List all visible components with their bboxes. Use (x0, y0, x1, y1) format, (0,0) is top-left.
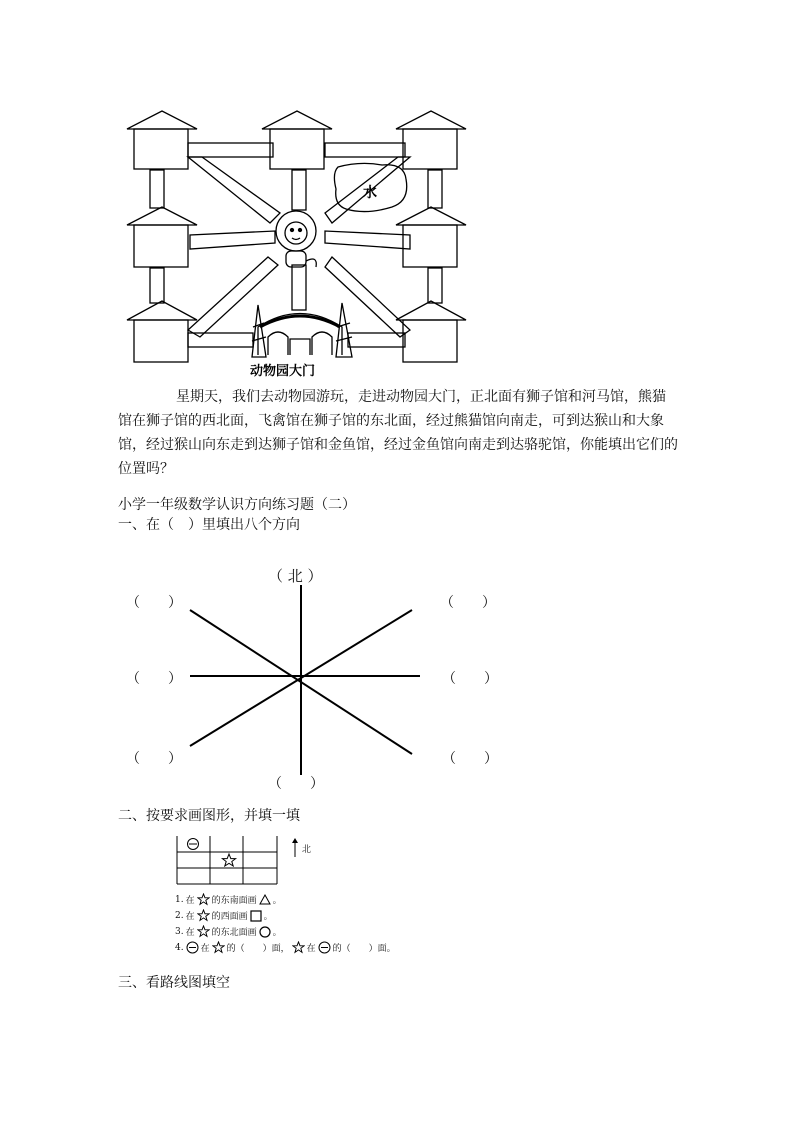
item-3: 3. 在 的东北面画 。 (175, 926, 282, 938)
item-1: 1. 在 的东南面画 。 (175, 894, 282, 906)
blank-nw[interactable]: （ ） (126, 595, 182, 611)
path-left-lower (150, 268, 164, 303)
north-arrow-icon (290, 838, 300, 858)
circle-icon (259, 926, 271, 938)
blank-se[interactable]: （ ） (442, 751, 498, 767)
eight-direction-lines (180, 580, 420, 780)
path-right-lower (428, 268, 442, 303)
house-bottom-left (127, 301, 197, 362)
house-top-left (127, 111, 197, 169)
zoo-gate (258, 314, 342, 356)
star-icon (212, 941, 225, 954)
section2-title: 二、按要求画图形，并填一填 (118, 808, 300, 824)
tree-right (336, 303, 352, 357)
diag-top-left (188, 157, 280, 223)
minus-circle-icon (318, 941, 331, 954)
item-4: 4. 在 的（ ）面， 在 的（ ）面。 (175, 942, 396, 954)
blank-s[interactable]: （ ） (268, 776, 324, 792)
path-right-upper (428, 170, 442, 208)
item-2: 2. 在 的西面画 。 (175, 910, 273, 922)
story-paragraph: 星期天，我们去动物园游玩，走进动物园大门，正北面有狮子馆和河马馆，熊猫馆在狮子馆的西北面，飞禽馆在狮子馆的东北面，经过熊猫馆向南走，可到达猴山和大象馆，经过猴山向东走到达狮子馆和金鱼馆，经过金鱼馆向南走到达骆驼馆，你能填出它们的位置吗？ (118, 389, 678, 477)
path-top (188, 143, 273, 157)
diag-left-mid (190, 231, 275, 249)
path-top-right (325, 143, 405, 157)
star-icon (197, 909, 210, 922)
blank-e[interactable]: （ ） (442, 671, 498, 687)
star-icon (197, 925, 210, 938)
north-label: （ 北 ） (268, 567, 323, 585)
minus-circle-icon (186, 941, 199, 954)
blank-sw[interactable]: （ ） (126, 751, 182, 767)
blank-ne[interactable]: （ ） (440, 595, 496, 611)
grid-diagram (175, 836, 305, 886)
house-top-center (262, 111, 332, 169)
north-arrow-label: 北 (302, 845, 312, 855)
house-mid-right (396, 207, 466, 267)
star-icon (292, 941, 305, 954)
minus-circle-icon (188, 839, 199, 850)
star-icon (222, 854, 235, 866)
water-label: 水 (363, 185, 377, 201)
gate-label: 动物园大门 (250, 364, 316, 379)
worksheet-title: 小学一年级数学认识方向练习题（二） (118, 497, 356, 513)
section3-title: 三、看路线图填空 (118, 975, 230, 991)
tree-left (252, 305, 266, 357)
path-center-top (292, 170, 306, 210)
path-center-bottom (292, 265, 306, 310)
house-mid-left (127, 207, 197, 267)
triangle-icon (259, 894, 271, 905)
square-icon (250, 910, 262, 922)
house-bottom-right (396, 301, 466, 362)
section1-title: 一、在（ ）里填出八个方向 (118, 517, 300, 533)
blank-w[interactable]: （ ） (126, 671, 182, 687)
lion-illustration (276, 211, 316, 267)
path-left-upper (150, 170, 164, 208)
diag-right-mid (325, 231, 410, 249)
path-bottom-right (348, 333, 405, 347)
star-icon (197, 893, 210, 906)
zoo-map (120, 105, 480, 385)
